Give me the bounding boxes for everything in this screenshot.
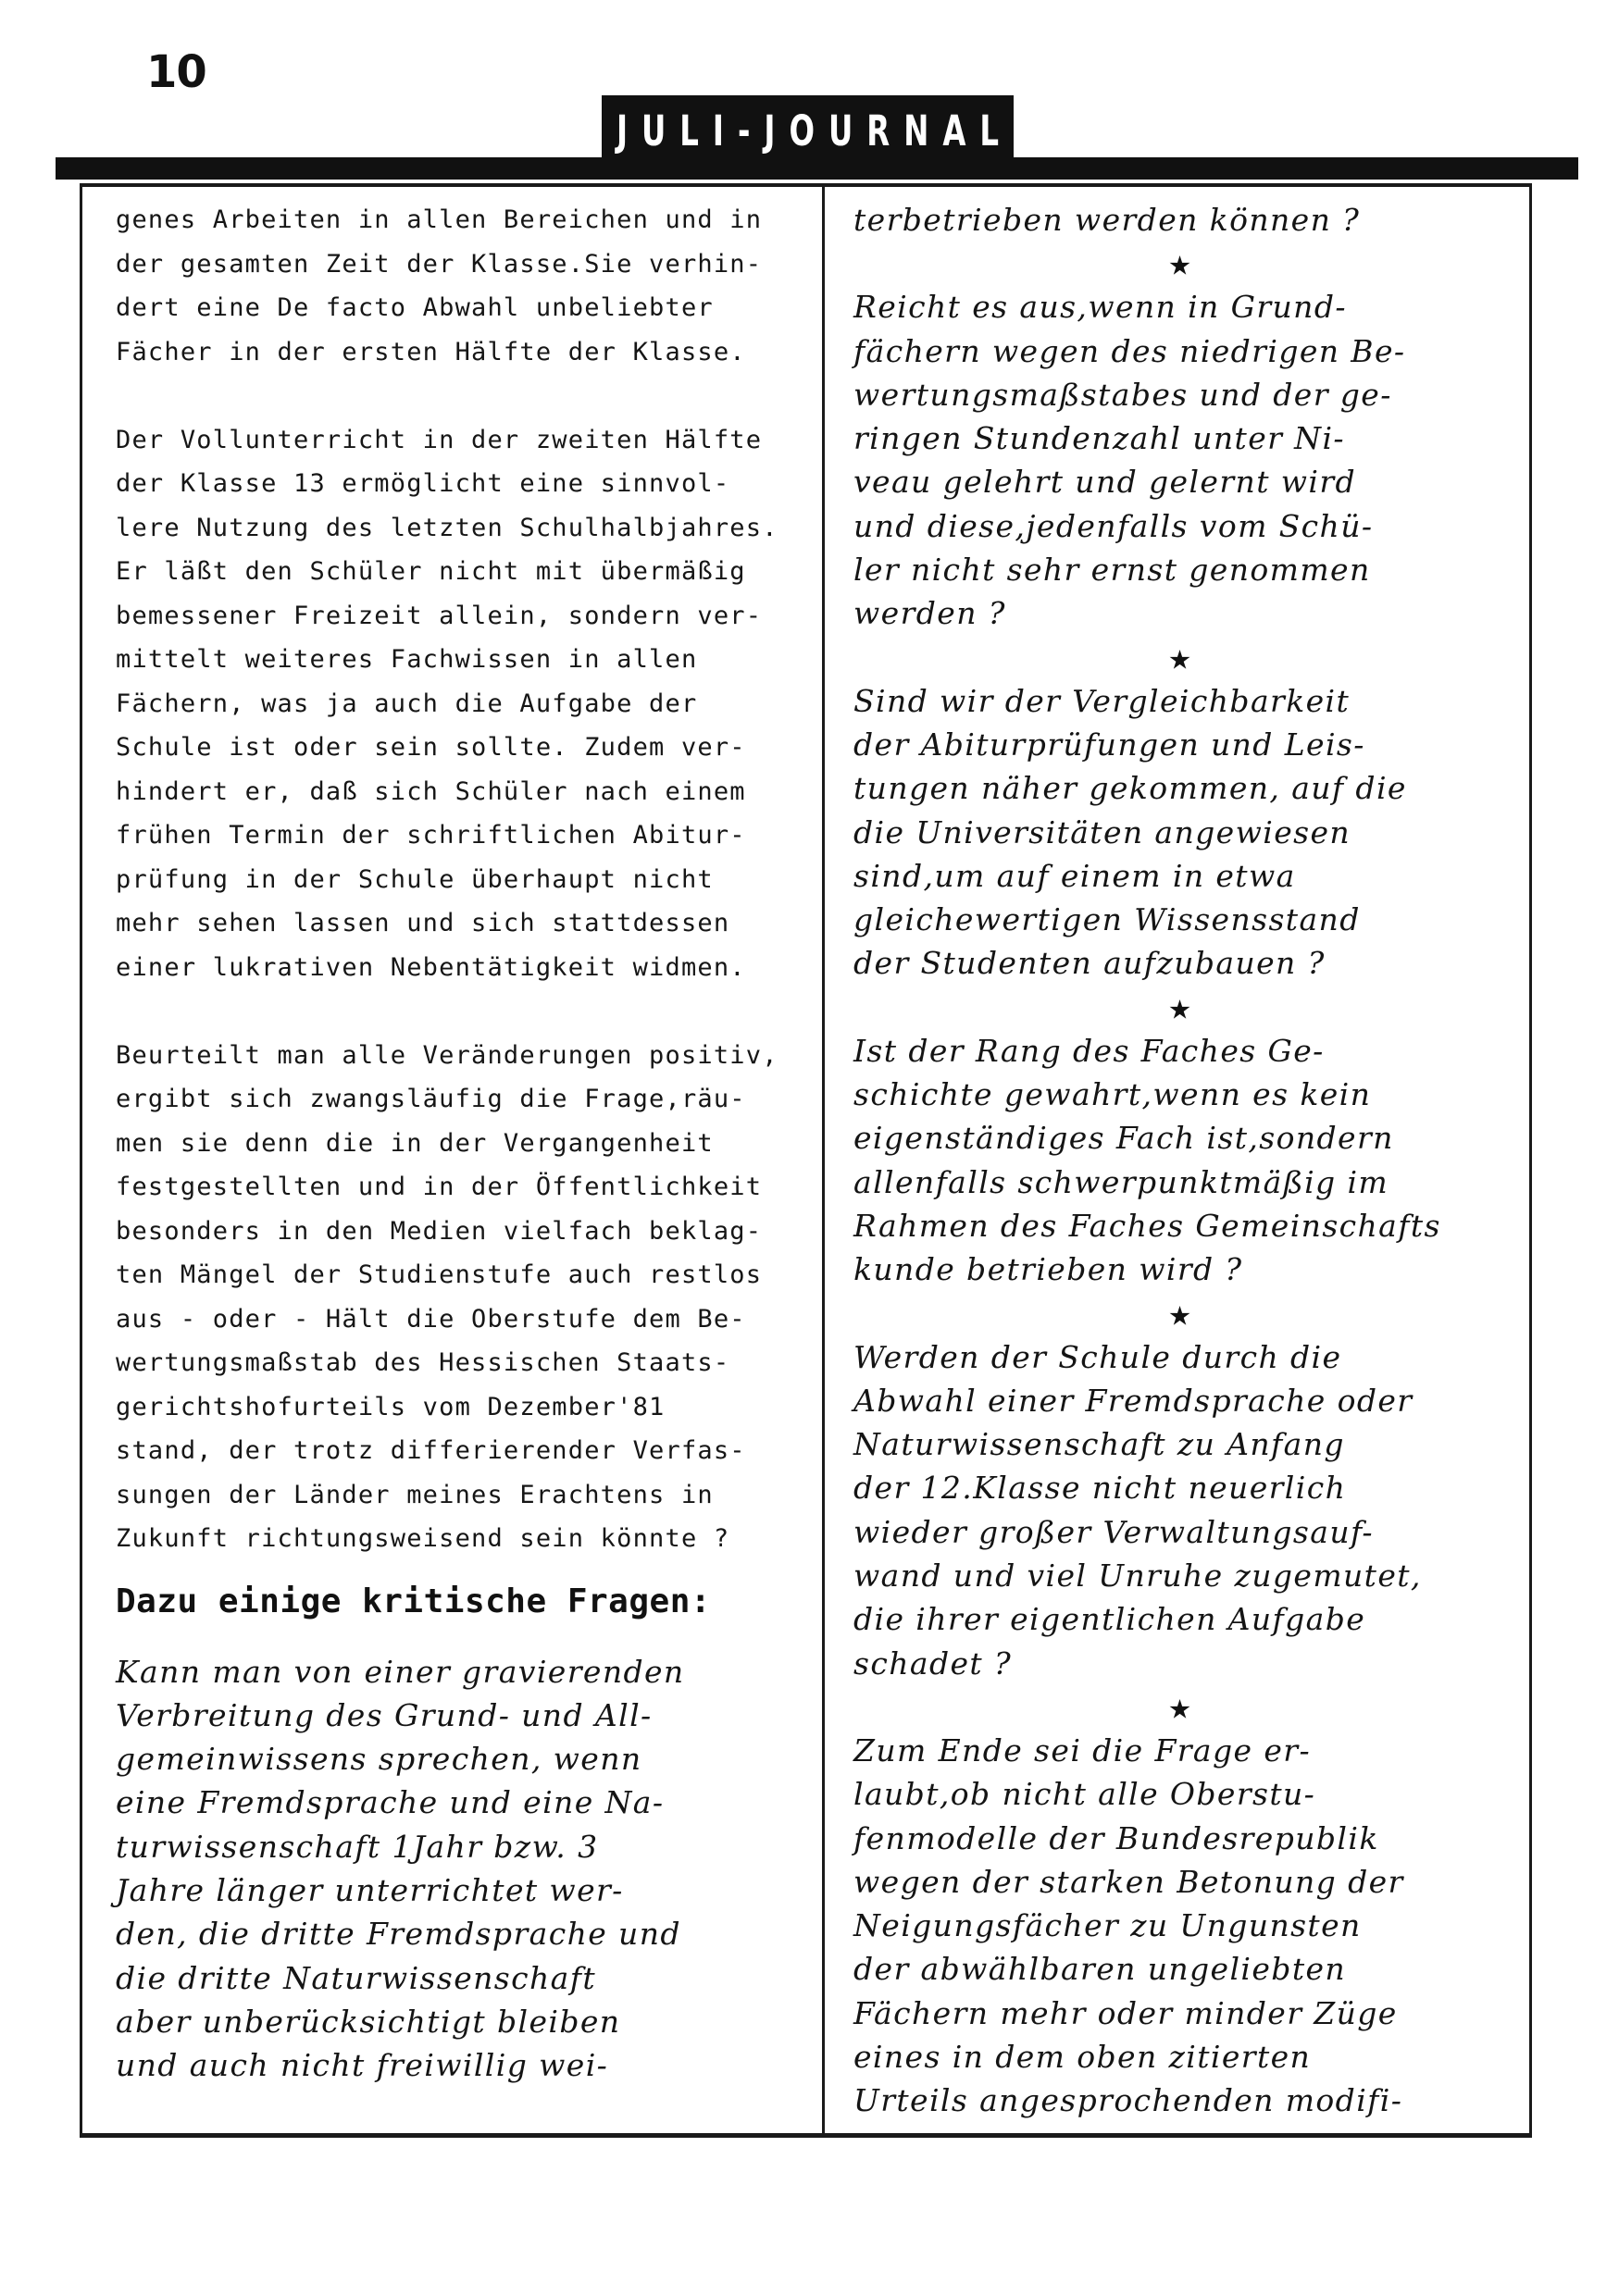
- text-line: stand, der trotz differierender Verfas-: [116, 1436, 746, 1465]
- script-line: tungen näher gekommen, auf die: [853, 770, 1407, 807]
- text-line: festgestellten und in der Öffentlichkeit: [116, 1173, 763, 1201]
- text-line: prüfung in der Schule überhaupt nicht: [116, 864, 714, 894]
- star-icon: ★: [1168, 985, 1191, 1028]
- script-line: wieder großer Verwaltungsauf-: [853, 1513, 1374, 1550]
- text-line: Beurteilt man alle Veränderungen positiv,: [116, 1040, 778, 1070]
- script-line: laubt,ob nicht alle Oberstu-: [853, 1776, 1316, 1813]
- script-line: schichte gewahrt,wenn es kein: [853, 1076, 1372, 1113]
- text-line: mehr sehen lassen und sich stattdessen: [116, 909, 730, 937]
- script-line: wegen der starken Betonung der: [853, 1863, 1404, 1900]
- text-line: men sie denn die in der Vergangenheit: [116, 1128, 714, 1158]
- text-line: mittelt weiteres Fachwissen in allen: [116, 645, 698, 674]
- text-line: gerichtshofurteils vom Dezember'81: [116, 1392, 666, 1421]
- script-line: ringen Stundenzahl unter Ni-: [853, 420, 1345, 457]
- script-line: aber unberücksichtigt bleiben: [116, 2003, 621, 2040]
- script-line: eines in dem oben zitierten: [853, 2038, 1312, 2075]
- script-line: fächern wegen des niedrigen Be-: [853, 332, 1406, 369]
- script-line: kunde betrieben wird ?: [853, 1251, 1243, 1288]
- script-line: ler nicht sehr ernst genommen: [853, 552, 1371, 589]
- text-line: der gesamten Zeit der Klasse.Sie verhin-: [116, 249, 763, 279]
- script-line: allenfalls schwerpunktmäßig im: [853, 1163, 1389, 1200]
- text-line: aus - oder - Hält die Oberstufe dem Be-: [116, 1304, 746, 1334]
- text-line: der Klasse 13 ermöglicht eine sinnvol-: [116, 469, 730, 498]
- paragraph-2: [116, 418, 815, 990]
- script-line: Zum Ende sei die Frage er-: [853, 1731, 1312, 1769]
- text-line: Fächer in der ersten Hälfte der Klasse.: [116, 337, 746, 366]
- paragraph-3: [116, 1034, 815, 1561]
- question-4: [853, 1029, 1525, 1292]
- text-line: ten Mängel der Studienstufe auch restlos: [116, 1260, 763, 1289]
- script-line: Urteils angesprochenden modifi-: [853, 2082, 1403, 2119]
- script-line: wand und viel Unruhe zugemutet,: [853, 1558, 1422, 1595]
- script-line: Jahre länger unterrichtet wer-: [116, 1871, 624, 1908]
- script-line: turwissenschaft 1Jahr bzw. 3: [116, 1828, 599, 1865]
- star-icon: ★: [1168, 1291, 1191, 1334]
- script-line: Rahmen des Faches Gemeinschafts: [853, 1207, 1441, 1244]
- script-line: Ist der Rang des Faches Ge-: [853, 1032, 1325, 1069]
- text-line: dert eine De facto Abwahl unbeliebter: [116, 293, 714, 322]
- text-line: Zukunft richtungsweisend sein könnte ?: [116, 1524, 730, 1553]
- script-line: Werden der Schule durch die: [853, 1338, 1342, 1375]
- script-line: Naturwissenschaft zu Anfang: [853, 1426, 1345, 1463]
- text-line: frühen Termin der schriftlichen Abitur-: [116, 821, 746, 850]
- script-line: gleichewertigen Wissensstand: [853, 901, 1361, 938]
- text-line: wertungsmaßstab des Hessischen Staats-: [116, 1348, 730, 1377]
- star-icon: ★: [1168, 635, 1191, 678]
- star-icon: ★: [1168, 242, 1191, 285]
- script-line: und diese,jedenfalls vom Schü-: [853, 507, 1374, 544]
- text-line: hindert er, daß sich Schüler nach einem: [116, 776, 746, 806]
- script-line: Verbreitung des Grund- und All-: [116, 1696, 653, 1733]
- script-line: veau gelehrt und gelernt wird: [853, 464, 1357, 501]
- left-column: [116, 198, 815, 2087]
- script-line: die dritte Naturwissenschaft: [116, 1959, 597, 1996]
- text-line: lere Nutzung des letzten Schulhalbjahres.: [116, 513, 778, 542]
- script-line: der abwählbaren ungeliebten: [853, 1951, 1347, 1988]
- text-line: sungen der Länder meines Erachtens in: [116, 1480, 714, 1509]
- question-6: [853, 1729, 1525, 2123]
- script-line: den, die dritte Fremdsprache und: [116, 1916, 681, 1953]
- text-line: Fächern, was ja auch die Aufgabe der: [116, 689, 698, 718]
- script-line: die ihrer eigentlichen Aufgabe: [853, 1601, 1366, 1638]
- script-line: Sind wir der Vergleichbarkeit: [853, 682, 1351, 719]
- script-line: der Studenten aufzubauen ?: [853, 945, 1326, 982]
- script-line: schadet ?: [853, 1644, 1013, 1682]
- script-line: fenmodelle der Bundesrepublik: [853, 1819, 1379, 1856]
- question-5: [853, 1335, 1525, 1685]
- section-heading: Dazu einige kritische Fragen:: [116, 1582, 712, 1620]
- script-line: sind,um auf einem in etwa: [853, 857, 1296, 894]
- script-line: Reicht es aus,wenn in Grund-: [853, 289, 1347, 326]
- star-icon: ★: [1168, 1684, 1191, 1728]
- right-column: [853, 198, 1525, 2123]
- paragraph-gap: [116, 374, 815, 418]
- text-line: Schule ist oder sein sollte. Zudem ver-: [116, 733, 746, 762]
- script-line: gemeinwissens sprechen, wenn: [116, 1741, 642, 1778]
- question-1: [116, 1650, 815, 2088]
- script-line: die Universitäten angewiesen: [853, 813, 1351, 850]
- paragraph-1: [116, 198, 815, 374]
- text-line: bemessener Freizeit allein, sondern ver-: [116, 601, 763, 630]
- text-line: besonders in den Medien vielfach beklag-: [116, 1216, 763, 1246]
- text-line: Er läßt den Schüler nicht mit übermäßig: [116, 557, 746, 586]
- script-line: Fächern mehr oder minder Züge: [853, 1994, 1398, 2031]
- script-line: der Abiturprüfungen und Leis-: [853, 726, 1365, 763]
- script-line: Abwahl einer Fremdsprache oder: [853, 1382, 1414, 1419]
- script-line: und auch nicht freiwillig wei-: [116, 2047, 609, 2084]
- script-line: eine Fremdsprache und eine Na-: [116, 1784, 665, 1821]
- publication-title: JULI-JOURNAL: [616, 107, 1014, 155]
- script-line: werden ?: [853, 595, 1006, 632]
- script-line: der 12.Klasse nicht neuerlich: [853, 1470, 1347, 1507]
- page-number: 10: [146, 46, 206, 98]
- masthead-banner: [602, 95, 1014, 168]
- column-divider: [822, 183, 825, 2138]
- script-line: Kann man von einer gravierenden: [116, 1653, 685, 1690]
- script-line: Neigungsfächer zu Ungunsten: [853, 1907, 1362, 1944]
- question-2: [853, 285, 1525, 635]
- text-line: genes Arbeiten in allen Bereichen und in: [116, 205, 763, 234]
- text-line: Der Vollunterricht in der zweiten Hälfte: [116, 425, 763, 454]
- question-3: [853, 679, 1525, 986]
- paragraph-gap: [116, 989, 815, 1034]
- script-line: wertungsmaßstabes und der ge-: [853, 376, 1392, 413]
- script-line: terbetrieben werden können ?: [853, 202, 1361, 238]
- text-line: einer lukrativen Nebentätigkeit widmen.: [116, 952, 746, 982]
- script-line: eigenständiges Fach ist,sondern: [853, 1120, 1394, 1157]
- text-line: ergibt sich zwangsläufig die Frage,räu-: [116, 1085, 746, 1113]
